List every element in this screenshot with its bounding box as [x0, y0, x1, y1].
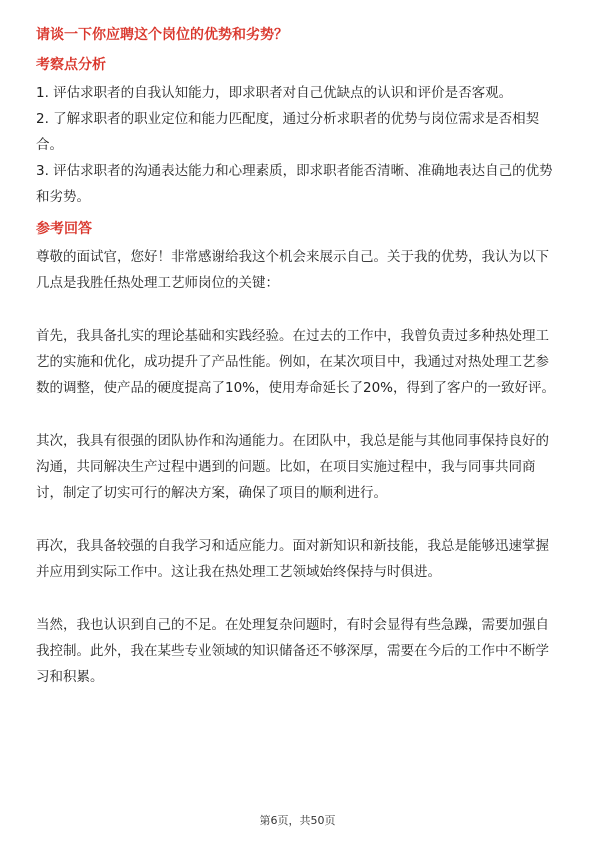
document-page: [36, 24, 559, 690]
page-number: 第6页，共50页: [259, 814, 336, 827]
answer-paragraph: 当然，我也认识到自己的不足。在处理复杂问题时，有时会显得有些急躁，需要加强自我控制。此外，我在某些专业领域的知识储备还不够深厚，需要在今后的工作中不断学习和积累。: [36, 617, 549, 685]
analysis-points: [36, 80, 559, 210]
question-title: 请谈一下你应聘这个岗位的优势和劣势？: [36, 27, 288, 43]
answer-paragraph: 其次，我具有很强的团队协作和沟通能力。在团队中，我总是能与其他同事保持良好的沟通，共同解决生产过程中遇到的问题。比如，在项目实施过程中，我与同事共同商讨，制定了切实可行的解决方案，确保了项目的顺利进行。: [36, 433, 549, 501]
answer-heading: 参考回答: [36, 221, 92, 237]
analysis-heading: 考察点分析: [36, 57, 106, 73]
answer-body: [36, 244, 559, 690]
analysis-point: 3. 评估求职者的沟通表达能力和心理素质，即求职者能否清晰、准确地表达自己的优势和劣势。: [36, 163, 553, 205]
answer-paragraph: 再次，我具备较强的自我学习和适应能力。面对新知识和新技能，我总是能够迅速掌握并应用到实际工作中。这让我在热处理工艺领域始终保持与时俱进。: [36, 538, 549, 580]
answer-paragraph: 首先，我具备扎实的理论基础和实践经验。在过去的工作中，我曾负责过多种热处理工艺的实施和优化，成功提升了产品性能。例如，在某次项目中，我通过对热处理工艺参数的调整，使产品的硬度提高了10%，使用寿命延长了20%，得到了客户的一致好评。: [36, 328, 556, 396]
analysis-point: 1. 评估求职者的自我认知能力，即求职者对自己优缺点的认识和评价是否客观。: [36, 85, 513, 101]
answer-paragraph: 尊敬的面试官，您好！非常感谢给我这个机会来展示自己。关于我的优势，我认为以下几点是我胜任热处理工艺师岗位的关键：: [36, 249, 549, 291]
analysis-point: 2. 了解求职者的职业定位和能力匹配度，通过分析求职者的优势与岗位需求是否相契合。: [36, 111, 540, 153]
